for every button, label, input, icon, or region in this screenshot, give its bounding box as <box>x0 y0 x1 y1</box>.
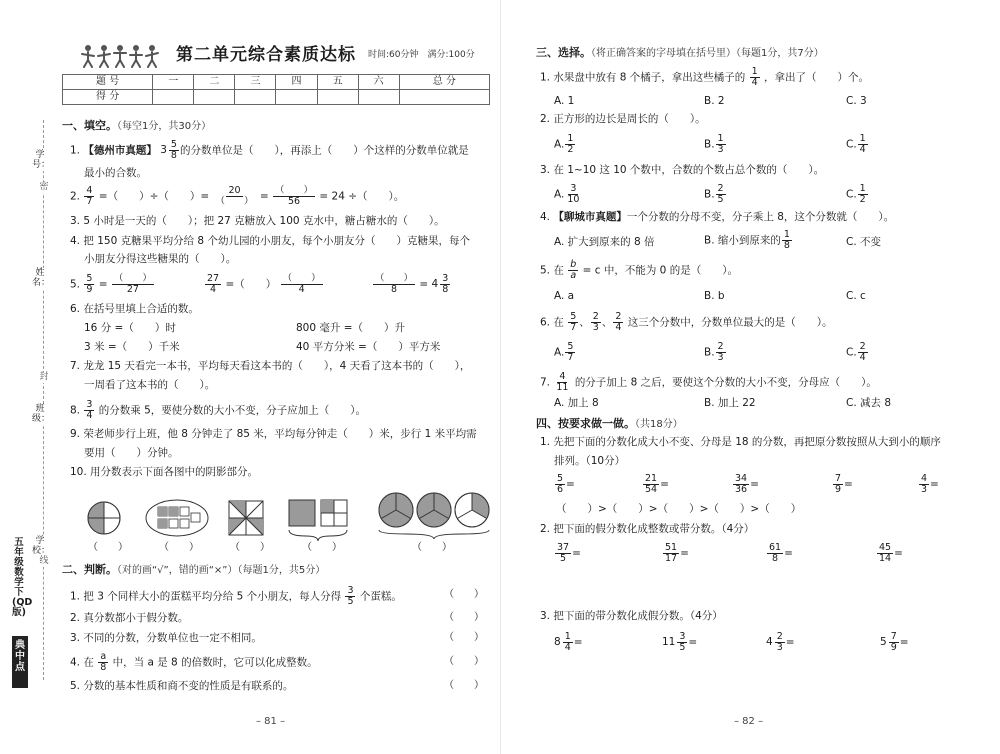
right-page <box>500 0 1000 754</box>
fill-item: 800 毫升 =（ ）升 <box>296 322 406 334</box>
option-c: C. c <box>846 290 866 302</box>
fraction-item: $\frac{51}{17}$ = <box>665 542 689 564</box>
question: 9. 荣老师步行上班，他 8 分钟走了 85 米，平均每分钟走（ ）米，步行 1 米平均需 <box>70 428 477 440</box>
choice-question: 2. 正方形的边长是周长的（ ）。 <box>540 113 706 125</box>
option-a: A. $\frac{5}{7}$ <box>554 341 574 363</box>
question-cont: 排列。（10分） <box>554 455 626 467</box>
score-header-cell: 五 <box>317 75 358 90</box>
option-b: B. $\frac{2}{5}$ <box>704 183 724 205</box>
page-number: – 81 – <box>256 716 286 727</box>
option-a: A. 1 <box>554 95 575 107</box>
judge-blank[interactable]: （ ） <box>444 612 484 623</box>
fill-item: 3 米 =（ ）千米 <box>84 341 180 353</box>
option-b: B. 2 <box>704 95 725 107</box>
option-b: B. $\frac{2}{3}$ <box>704 341 724 363</box>
question: 8. $\frac{3}{4}$ 的分数乘 5，要使分数的大小不变，分子应加上（ ）。 <box>70 399 367 421</box>
score-header-cell: 二 <box>194 75 235 90</box>
score-header-cell: 三 <box>235 75 276 90</box>
fraction-item: 5 $\frac{7}{9}$ = <box>880 631 909 653</box>
fraction-item: $\frac{34}{36}$ = <box>735 473 759 495</box>
answer-blank[interactable]: （ ） <box>230 542 270 553</box>
section-title: 二、判断。（对的画“√”，错的画“×”）（每题1分，共5分） <box>62 563 326 576</box>
binding-label: 姓 名： <box>32 268 51 289</box>
section-title: 三、选择。（将正确答案的字母填在括号里）（每题1分，共7分） <box>536 46 824 59</box>
section-title: 四、按要求做一做。（共18分） <box>536 417 683 430</box>
two-squares-figure <box>286 498 352 542</box>
vertical-book-title: 五年级数学下(QD版) <box>12 537 33 618</box>
score-header-cell: 一 <box>153 75 194 90</box>
circle-quarters-figure <box>86 500 122 536</box>
seal-word: 密 <box>37 182 51 193</box>
option-a: A. 加上 8 <box>554 397 599 409</box>
seal-word: 封 <box>37 372 51 383</box>
answer-blank[interactable]: （ ） <box>88 542 128 553</box>
fraction-item: $\frac{4}{3}$ = <box>921 473 939 495</box>
judge-item: 3. 不同的分数，分数单位也一定不相同。 <box>70 632 262 644</box>
seal-word: 线 <box>37 556 51 567</box>
option-c: C. $\frac{1}{2}$ <box>846 183 866 205</box>
task-question: 3. 把下面的带分数化成假分数。（4分） <box>540 610 723 622</box>
three-circles-figure <box>376 492 498 540</box>
question-part: $\frac{27}{4}$ =（ ） $\frac{( )}{4}$ <box>207 273 321 295</box>
cut-line <box>43 120 44 680</box>
mixed-number: 3 $\frac{5}{8}$ <box>160 139 177 161</box>
score-header-cell: 四 <box>276 75 317 90</box>
question-cont: 要用（ ）分钟。 <box>84 447 179 459</box>
choice-question: 5. 在 $\frac{b}{a}$ = c 中，不能为 0 的是（ ）。 <box>540 259 738 281</box>
choice-question: 1. 水果盘中放有 8 个橘子，拿出这些橘子的 $\frac{1}{4}$ ，拿出了（ ）个。 <box>540 66 869 88</box>
task-question: 1. 先把下面的分数化成大小不变、分母是 18 的分数，再把原分数按照从大到小的顺序 <box>540 436 941 448</box>
ordering-blanks[interactable]: （ ）>（ ）>（ ）>（ ）>（ ） <box>556 503 802 515</box>
option-b: B. 加上 22 <box>704 397 756 409</box>
question: 2. $\frac{4}{7}$ =（ ）÷（ ）= $\frac{20}{( )}$ = $\frac{( )}{56}$ = 24 ÷（ ）。 <box>70 185 405 207</box>
judge-item: 2. 真分数都小于假分数。 <box>70 612 189 624</box>
publisher-logo: 典中点 <box>12 636 28 688</box>
fraction-item: $\frac{5}{6}$ = <box>557 473 575 495</box>
fraction-item: $\frac{37}{5}$ = <box>557 542 581 564</box>
fill-item: 16 分 =（ ）时 <box>84 322 176 334</box>
score-cell[interactable] <box>317 90 358 105</box>
answer-blank[interactable]: （ ） <box>412 542 452 553</box>
option-c: C. 不变 <box>846 236 882 248</box>
fraction-item: $\frac{21}{54}$ = <box>645 473 669 495</box>
fill-item: 40 平方分米 =（ ）平方米 <box>296 341 441 353</box>
section-title: 一、填空。（每空1分，共30分） <box>62 119 212 132</box>
question: 10. 用分数表示下面各图中的阴影部分。 <box>70 466 259 478</box>
score-header-cell: 总 分 <box>399 75 489 90</box>
square-triangles-figure <box>228 500 264 536</box>
option-a: A. a <box>554 290 575 302</box>
exam-meta: 时间:60分钟 满分:100分 <box>368 50 475 60</box>
fraction-item: $\frac{61}{8}$ = <box>769 542 793 564</box>
option-b: B. b <box>704 290 725 302</box>
question: 4. 把 150 克糖果平均分给 8 个幼儿园的小朋友，每个小朋友分（ ）克糖果，每个 <box>70 235 470 247</box>
binding-label: 学 校： <box>32 536 51 557</box>
option-c: C. $\frac{1}{4}$ <box>846 133 866 155</box>
option-b: B. $\frac{1}{3}$ <box>704 133 724 155</box>
judge-item: 4. 在 $\frac{a}{8}$ 中，当 a 是 8 的倍数时，它可以化成整数。 <box>70 651 318 673</box>
fraction-item: $\frac{7}{9}$ = <box>835 473 853 495</box>
judge-blank[interactable]: （ ） <box>444 680 484 691</box>
choice-question: 7. $\frac{4}{11}$ 的分子加上 8 之后，要使这个分数的大小不变，分母应（ ）。 <box>540 371 877 393</box>
score-cell[interactable] <box>153 90 194 105</box>
judge-blank[interactable]: （ ） <box>444 656 484 667</box>
choice-question: 3. 在 1~10 这 10 个数中，合数的个数占总个数的（ ）。 <box>540 164 825 176</box>
fraction-item: $\frac{45}{14}$ = <box>879 542 903 564</box>
score-header-cell: 六 <box>358 75 399 90</box>
judge-blank[interactable]: （ ） <box>444 632 484 643</box>
fraction-item: 11 $\frac{3}{5}$ = <box>662 631 698 653</box>
page-title: 第二单元综合素质达标 <box>176 45 356 65</box>
option-b: B. 缩小到原来的 $\frac{1}{8}$ <box>704 229 790 251</box>
question-cont: 小朋友分得这些糖果的（ ）。 <box>84 253 237 265</box>
option-c: C. 减去 8 <box>846 397 892 409</box>
score-cell[interactable] <box>194 90 235 105</box>
score-header-cell: 题 号 <box>63 75 153 90</box>
option-c: C. $\frac{2}{4}$ <box>846 341 866 363</box>
question: 7. 龙龙 15 天看完一本书，平均每天看这本书的（ ），4 天看了这本书的（ ）， <box>70 360 471 372</box>
question-cont: 一周看了这本书的（ ）。 <box>84 379 216 391</box>
page-number: – 82 – <box>734 716 764 727</box>
score-cell[interactable] <box>235 90 276 105</box>
choice-question: 4. 【聊城市真题】一个分数的分母不变，分子乘上 8，这个分数就（ ）。 <box>540 211 895 223</box>
option-a: A. 扩大到原来的 8 倍 <box>554 236 655 248</box>
score-cell[interactable] <box>399 90 489 105</box>
question-cont: 最小的合数。 <box>84 167 147 179</box>
option-a: A. $\frac{1}{2}$ <box>554 133 574 155</box>
option-a: A. $\frac{3}{10}$ <box>554 183 580 205</box>
question-part: $\frac{( )}{8}$ = 4 $\frac{3}{8}$ <box>375 273 449 295</box>
answer-blank[interactable]: （ ） <box>302 542 342 553</box>
kids-figures-icon <box>80 44 160 68</box>
score-cell[interactable] <box>358 90 399 105</box>
binding-label: 学 号： <box>32 150 51 171</box>
binding-label: 班 级： <box>32 404 51 425</box>
question: 6. 在括号里填上合适的数。 <box>70 303 199 315</box>
fraction-item: 4 $\frac{2}{3}$ = <box>766 631 795 653</box>
fraction-item: 8 $\frac{1}{4}$ = <box>554 631 583 653</box>
binding-margin <box>0 0 62 754</box>
question: 3. 5 小时是一天的（ ）；把 27 克糖放入 100 克水中，糖占糖水的（ ）。 <box>70 215 445 227</box>
option-c: C. 3 <box>846 95 867 107</box>
score-row-label: 得 分 <box>63 90 153 105</box>
task-question: 2. 把下面的假分数化成整数或带分数。（4分） <box>540 523 755 535</box>
score-cell[interactable] <box>276 90 317 105</box>
judge-item: 1. 把 3 个同样大小的蛋糕平均分给 5 个小朋友，每人分得 $\frac{3}{5}$ 个蛋糕。 <box>70 585 402 607</box>
judge-blank[interactable]: （ ） <box>444 589 484 600</box>
score-table <box>62 74 490 105</box>
question: 5. $\frac{5}{9}$ = $\frac{( )}{27}$ <box>70 273 152 295</box>
answer-blank[interactable]: （ ） <box>159 542 199 553</box>
choice-question: 6. 在 $\frac{5}{7}$ 、 $\frac{2}{3}$ 、 $\frac{2}{4}$ 这三个分数中，分数单位最大的是（ ）。 <box>540 311 833 333</box>
ellipse-items-figure <box>144 498 210 538</box>
question: 1. 【德州市真题】 3 $\frac{5}{8}$ 的分数单位是（ ），再添上（ ）个这样的分数单位就是 <box>70 139 469 161</box>
judge-item: 5. 分数的基本性质和商不变的性质是有联系的。 <box>70 680 294 692</box>
